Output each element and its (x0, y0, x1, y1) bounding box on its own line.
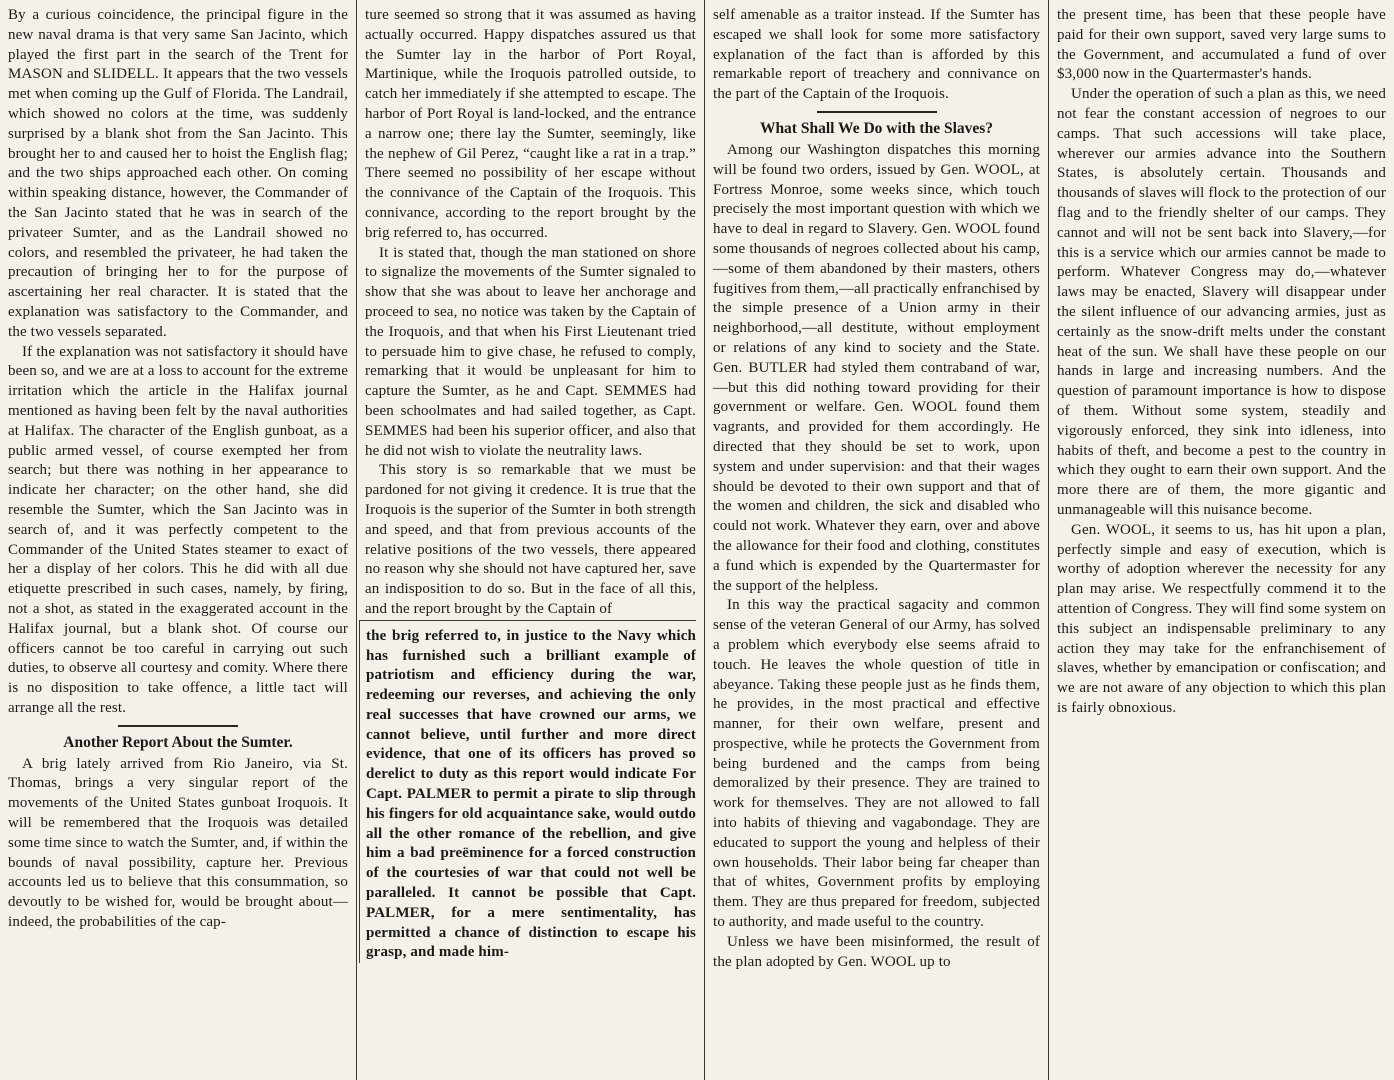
column-3 (705, 0, 1048, 1080)
article-paragraph: the brig referred to, in justice to the Navy which has furnished such a brilliant example of patriotism and efficiency during the war, redeeming our reverses, and achieving the only real successes that have crowned our arms, we cannot believe, until further and more direct evidence, that one of its officers has proved so derelict to duty as this report would indicate For Capt. PALMER to permit a pirate to slip through his fingers for old acquaintance sake, would outdo all the other romance of the rebellion, and give him a bad preëminence for a forced construction of the courtesies of war that could not well be paralleled. It cannot be possible that Capt. PALMER, for a mere sentimentality, has permitted a chance of distinction to escape his grasp, and made him- (366, 627, 696, 961)
boxed-passage (359, 620, 696, 964)
column-1 (0, 0, 356, 1080)
article-paragraph: Gen. WOOL, it seems to us, has hit upon a plan, perfectly simple and easy of execution, which is worthy of adoption wherever the necessity for any plan may arise. We respectfully commend it to the attention of Congress. They will find some system on this subject an indispensable preliminary to any action they may take for the enfranchisement of slaves, whether by emancipation or confiscation; and we are not aware of any objection to which this plan is fairly obnoxious. (1057, 521, 1386, 716)
article-paragraph: In this way the practical sagacity and common sense of the veteran General of our Army, has solved a problem which everybody else seems afraid to touch. He leaves the whole question of title in abeyance. Taking these people just as he finds them, he provides, in the most practical and effective manner, for their own welfare, present and prospective, while he protects the Government from being burdened and the camps from being demoralized by their presence. They are trained to work for themselves. They are not allowed to fall into habits of thieving and vagabondage. They are educated to support the young and helpless of their own households. Their labor being far cheaper than that of whites, Government profits by employing them. They are thus prepared for freedom, subjected to authority, and made useful to the country. (713, 597, 1040, 931)
article-paragraph: It is stated that, though the man stationed on shore to signalize the movements of the Sumter signaled to show that she was about to leave her anchorage and proceed to sea, no notice was taken by the Captain of the Iroquois, and that when his First Lieutenant tried to persuade him to give chase, he refused to comply, remarking that it would be unpleasant for him to capture the Sumter, as he and Capt. SEMMES had been schoolmates and had sailed together, as Capt. SEMMES had been his superior officer, and also that he did not wish to violate the neutrality laws. (365, 244, 696, 459)
article-paragraph: self amenable as a traitor instead. If the Sumter has escaped we shall look for some more satisfactory explanation of the fact than is afforded by this remarkable report of treachery and connivance on the part of the Captain of the Iroquois. (713, 7, 1040, 103)
article-paragraph: This story is so remarkable that we must be pardoned for not giving it credence. It is true that the Iroquois is the superior of the Sumter in both strength and speed, and that from previous accounts of the relative positions of the two vessels, there appeared no reason why she should not have captured her, save an indisposition to do so. But in the face of all this, and the report brought by the Captain of (365, 462, 696, 617)
article-paragraph: ture seemed so strong that it was assumed as having actually occurred. Happy dispatches assured us that the Sumter lay in the harbor of Port Royal, Martinique, while the Iroquois patrolled outside, to catch her immediately if she attempted to escape. The harbor of Port Royal is land-locked, and the entrance a narrow one; there lay the Sumter, seemingly, like the nephew of Gil Perez, “caught like a rat in a trap.” There seemed no possibility of her escape without the connivance of the Captain of the Iroquois. This connivance, according to the report brought by the brig referred to, has occurred. (365, 7, 696, 241)
article-paragraph: Unless we have been misinformed, the result of the plan adopted by Gen. WOOL up to (713, 933, 1040, 970)
article-paragraph: Under the operation of such a plan as this, we need not fear the constant accession of negroes to our camps. That such accessions will take place, wherever our armies advance into the Southern States, is absolutely certain. Thousands and thousands of slaves will flock to the protection of our flag and to the friendly shelter of our camps. They cannot and will not be sent back into Slavery,—for this is a service which our armies cannot be made to perform. Whatever Congress may do,—whatever laws may be enacted, Slavery will disappear under the silent influence of our advancing armies, just as certainly as the snow-drift melts under the constant heat of the sun. We shall have these people on our hands in large and increasing numbers. And the question of paramount importance is how to dispose of them. Without some system, steadily and vigorously enforced, they sink into idleness, into habits of theft, and become a pest to the country in which they ought to earn their own support. And the more there are of them, the more gigantic and unmanageable will this nuisance become. (1057, 86, 1386, 518)
section-divider (118, 725, 238, 727)
article-paragraph: Among our Washington dispatches this morning will be found two orders, issued by Gen. WOOL, at Fortress Monroe, some weeks since, which touch precisely the most important question with which we have to deal in regard to Slavery. Gen. WOOL found some thousands of negroes collected about his camp,—some of them abandoned by their masters, others fugitives from them,—all practically enfranchised by the simple presence of a Union army in their neighborhood,—all destitute, without employment or relations of any kind to society and the State. Gen. BUTLER had styled them contraband of war,—but this did nothing toward providing for their government or welfare. Gen. WOOL found them vagrants, and provided for them accordingly. He directed that they should be set to work, upon system and under supervision: and that their wages should be devoted to their own support and that of the women and children, the sick and disabled who could not work. Whatever they earn, over and above the allowance for their food and clothing, constitutes a fund which is expended by the Quartermaster for the support of the helpless. (713, 141, 1040, 594)
article-headline: Another Report About the Sumter. (63, 733, 293, 751)
column-2 (357, 0, 704, 1080)
article-paragraph: A brig lately arrived from Rio Janeiro, via St. Thomas, brings a very singular report of the movements of the United States gunboat Iroquois. It will be remembered that the Iroquois was detailed some time since to watch the Sumter, and, if within the bounds of naval possibility, capture her. Previous accounts led us to believe that this consummation, so devoutly to be wished for, would be brought about—indeed, the probabilities of the cap- (8, 755, 348, 931)
article-headline: What Shall We Do with the Slaves? (759, 119, 994, 137)
article-paragraph: By a curious coincidence, the principal figure in the new naval drama is that very same San Jacinto, which played the first part in the search of the Trent for MASON and SLIDELL. It appears that the two vessels met when coming up the Gulf of Florida. The Landrail, which showed no colors at the time, was suddenly surprised by a blank shot from the San Jacinto. This brought her to and caused her to hoist the English flag; and the two ships approached each other. On coming within speaking distance, however, the Commander of the San Jacinto stated that he was in search of the privateer Sumter, and as the Landrail showed no colors, and resembled the privateer, he had taken the precaution of bringing her to for the purpose of ascertaining her real character. It is stated that the explanation was satisfactory to the Commander, and the two vessels separated. (8, 7, 348, 340)
article-paragraph: the present time, has been that these people have paid for their own support, saved very large sums to the Government, and accumulated a fund of over $3,000 now in the Quartermaster's hands. (1057, 7, 1386, 83)
article-paragraph: If the explanation was not satisfactory it should have been so, and we are at a loss to account for the extreme irritation which the article in the Halifax journal mentioned as having been felt by the naval authorities at Halifax. The character of the English gunboat, as a public armed vessel, of course exempted her from search; but there was nothing in her appearance to indicate her character; on the other hand, she did resemble the Sumter, which the San Jacinto was in search of, and it was perfectly competent to the Commander of the United States steamer to exact of her a display of her colors. This he did with all due etiquette prescribed in such cases, namely, by firing, not a shot, as stated in the exaggerated account in the Halifax journal, but a blank shot. Of course our officers cannot be too careful in carrying out such duties, to observe all courtesy and comity. Where there is no disposition to take offence, a little tact will arrange all the rest. (8, 343, 348, 716)
section-divider (817, 111, 937, 113)
column-4 (1049, 0, 1394, 1080)
